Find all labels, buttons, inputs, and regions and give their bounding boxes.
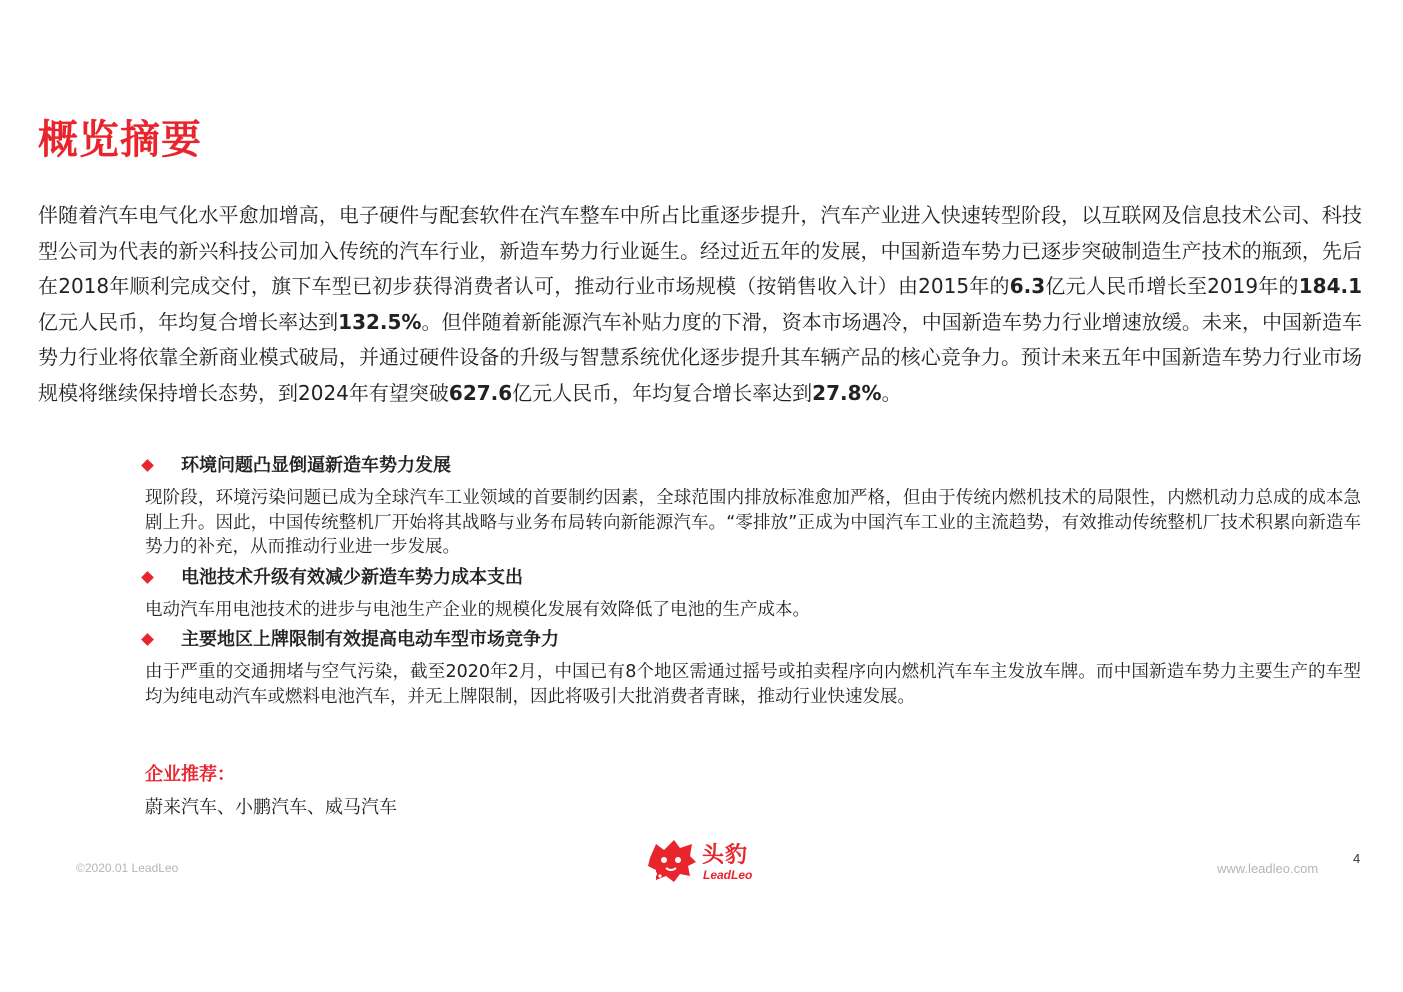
brand-logo — [646, 836, 766, 886]
bullet-item — [145, 452, 1361, 560]
diamond-icon — [141, 633, 154, 646]
bullet-item — [145, 564, 1361, 623]
intro-paragraph — [38, 198, 1362, 411]
bullet-heading — [145, 452, 1361, 480]
bullet-list — [145, 452, 1361, 713]
intro-text: 。 — [881, 380, 902, 405]
bullet-title: 环境问题凸显倒逼新造车势力发展 — [181, 455, 451, 476]
diamond-icon — [141, 459, 154, 472]
bullet-title: 主要地区上牌限制有效提高电动车型市场竞争力 — [181, 629, 559, 650]
bullet-title: 电池技术升级有效减少新造车势力成本支出 — [181, 566, 523, 588]
page-number: 4 — [1353, 851, 1361, 866]
intro-text: 。但伴随着新能源汽车补贴力度的下滑，资本市场遇冷，中国新造车势力行业增速放缓。未来，中国新造车势力行业将依靠全新商业模式破局，并通过硬件设备的升级与智慧系统优化逐步提升其车辆产品的核心竞争力。预计未来五年中国新造车势力行业市场规模将继续保持增长态势，到2024年有望突破 — [38, 309, 1363, 405]
highlight-figure: 132.5% — [338, 309, 422, 334]
highlight-figure: 27.8% — [812, 380, 882, 405]
intro-text: 亿元人民币，年均复合增长率达到 — [512, 380, 813, 405]
bullet-body: 电动汽车用电池技术的进步与电池生产企业的规模化发展有效降低了电池的生产成本。 — [145, 599, 810, 620]
highlight-figure: 184.1 — [1298, 274, 1363, 298]
bullet-body: 现阶段，环境污染问题已成为全球汽车工业领域的首要制约因素，全球范围内排放标准愈加严格，但由于传统内燃机技术的局限性，内燃机动力总成的成本急剧上升。因此，中国传统整机厂开始将其战略与业务布局转向新能源汽车。“零排放”正成为中国汽车工业的主流趋势，有效推动传统整机厂技术积累向新造车势力的补充，从而推动行业进一步发展。 — [145, 488, 1361, 557]
leopard-head-icon — [646, 838, 698, 884]
bullet-heading — [145, 564, 1361, 592]
highlight-figure: 627.6 — [448, 380, 513, 405]
bullet-heading — [145, 626, 1361, 654]
intro-text: 伴随着汽车电气化水平愈加增高，电子硬件与配套软件在汽车整车中所占比重逐步提升，汽车产业进入快速转型阶段，以互联网及信息技术公司、科技型公司为代表的新兴科技公司加入传统的汽车行业，新造车势力行业诞生。经过近五年的发展，中国新造车势力已逐步突破制造生产技术的瓶颈，先后在2018年顺利完成交付，旗下车型已初步获得消费者认可，推动行业市场规模（按销售收入计）由2015年的 — [38, 203, 1362, 298]
intro-text: 亿元人民币，年均复合增长率达到 — [38, 309, 339, 334]
logo-english-text: LeadLeo — [703, 868, 753, 882]
highlight-figure: 6.3 — [1009, 274, 1046, 298]
page-title: 概览摘要 — [38, 117, 202, 163]
bullet-item — [145, 626, 1361, 709]
bullet-body: 由于严重的交通拥堵与空气污染，截至2020年2月，中国已有8个地区需通过摇号或拍卖程序向内燃机汽车车主发放车牌。而中国新造车势力主要生产的车型均为纯电动汽车或燃料电池汽车，并无上牌限制，因此将吸引大批消费者青睐，推动行业快速发展。 — [145, 662, 1361, 707]
copyright-text: ©2020.01 LeadLeo — [76, 861, 179, 875]
recommend-list: 蔚来汽车、小鹏汽车、威马汽车 — [145, 797, 397, 818]
recommend-label: 企业推荐： — [145, 764, 235, 785]
logo-chinese-text: 头豹 — [702, 843, 749, 868]
website-text: www.leadleo.com — [1217, 861, 1319, 876]
diamond-icon — [141, 571, 154, 584]
intro-text: 亿元人民币增长至2019年的 — [1045, 274, 1299, 298]
